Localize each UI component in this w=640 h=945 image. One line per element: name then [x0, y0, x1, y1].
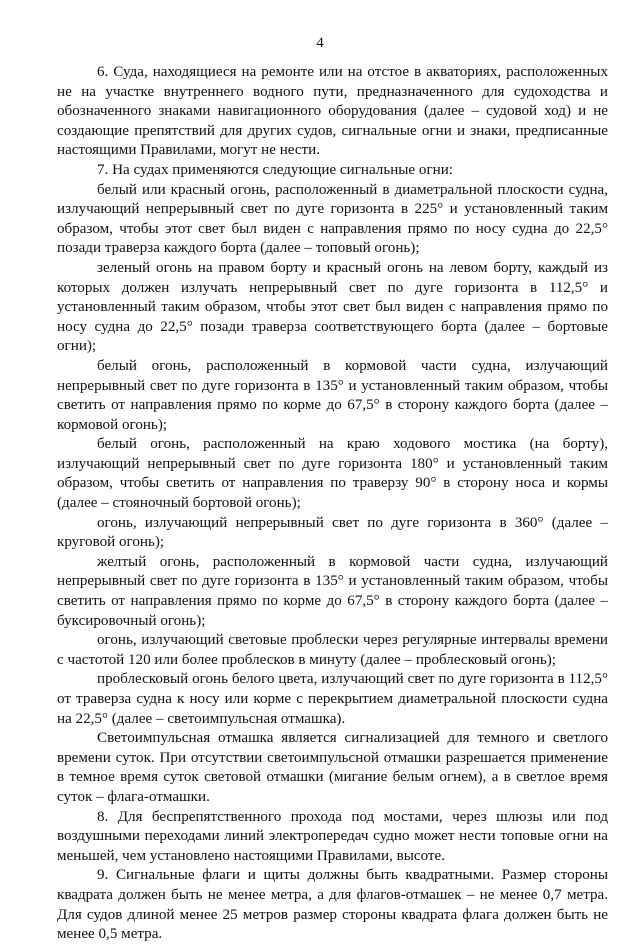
paragraph-7-intro: 7. На судах применяются следующие сигнальные огни: [97, 161, 453, 178]
paragraph-all-round-light: огонь, излучающий непрерывный свет по дуге горизонта в 360° (далее – круговой огонь); [57, 514, 608, 551]
paragraph-9: 9. Сигнальные флаги и щиты должны быть квадратными. Размер стороны квадрата должен быть не менее метра, а для флагов-отмашек – не менее 0,7 метра. Для судов длиной менее 25 метров размер стороны квадрата флага должен быть не менее 0,5 метра. [57, 867, 608, 943]
paragraph-light-signal-usage: Светоимпульсная отмашка является сигнализацией для темного и светлого времени суток. При отсутствии светоимпульсной отмашки разрешается применение в темное время суток световой отмашки (мигание белым огнем), а в светлое время суток – флага-отмашки. [57, 730, 608, 805]
paragraph-light-signal: проблесковый огонь белого цвета, излучающий свет по дуге горизонта в 112,5° от траверза судна к носу или корме с перекрытием диаметральной плоскости судна на 22,5° (далее – светоимпульсная отмашка). [57, 671, 608, 727]
paragraph-stern-light: белый огонь, расположенный в кормовой части судна, излучающий непрерывный свет по дуге горизонта в 135° и установленный таким образом, чтобы светить от направления прямо по корме до 67,5° в сторону каждого борта (далее – кормовой огонь); [57, 357, 608, 433]
paragraph-anchor-side-light: белый огонь, расположенный на краю ходового мостика (на борту), излучающий непрерывный свет по дуге горизонта 180° и установленный таким образом, чтобы светить от направления по траверзу 90° в сторону носа и кормы (далее – стояночный бортовой огонь); [57, 436, 608, 512]
paragraph-sidelights: зеленый огонь на правом борту и красный огонь на левом борту, каждый из которых должен излучать непрерывный свет по дуге горизонта в 112,5° и установленный таким образом, чтобы этот свет был виден с направления прямо по носу судна до 22,5° позади траверза соответствующего борта (далее – бортовые огни); [57, 259, 608, 355]
page-number: 4 [316, 35, 324, 51]
paragraph-8: 8. Для беспрепятственного прохода под мостами, через шлюзы или под воздушными переходами линий электропередач судно может нести топовые огни на меньшей, чем установлено настоящими Правилами, высоте. [57, 808, 608, 864]
paragraph-towing-light: желтый огонь, расположенный в кормовой части судна, излучающий непрерывный свет по дуге горизонта в 135° и установленный таким образом, чтобы светить от направления прямо по корме до 67,5° в сторону каждого борта (далее – буксировочный огонь); [57, 553, 608, 629]
paragraph-masthead-light: белый или красный огонь, расположенный в диаметральной плоскости судна, излучающий непрерывный свет по дуге горизонта в 225° и установленный таким образом, чтобы этот свет был виден с направления прямо по носу судна до 22,5° позади траверза каждого борта (далее – топовый огонь); [57, 181, 608, 257]
paragraph-flashing-light: огонь, излучающий световые проблески через регулярные интервалы времени с частотой 120 или более проблесков в минуту (далее – проблесковый огонь); [57, 632, 608, 668]
paragraph-6: 6. Суда, находящиеся на ремонте или на отстое в акваториях, расположенных не на участке внутреннего водного пути, предназначенного для судоходства и обозначенного знаками навигационного оборудования (далее – судовой ход) и не создающие препятствий для других судов, сигнальные огни и знаки, предписанные настоящими Правилами, могут не нести. [57, 64, 608, 159]
document-body [57, 63, 608, 945]
